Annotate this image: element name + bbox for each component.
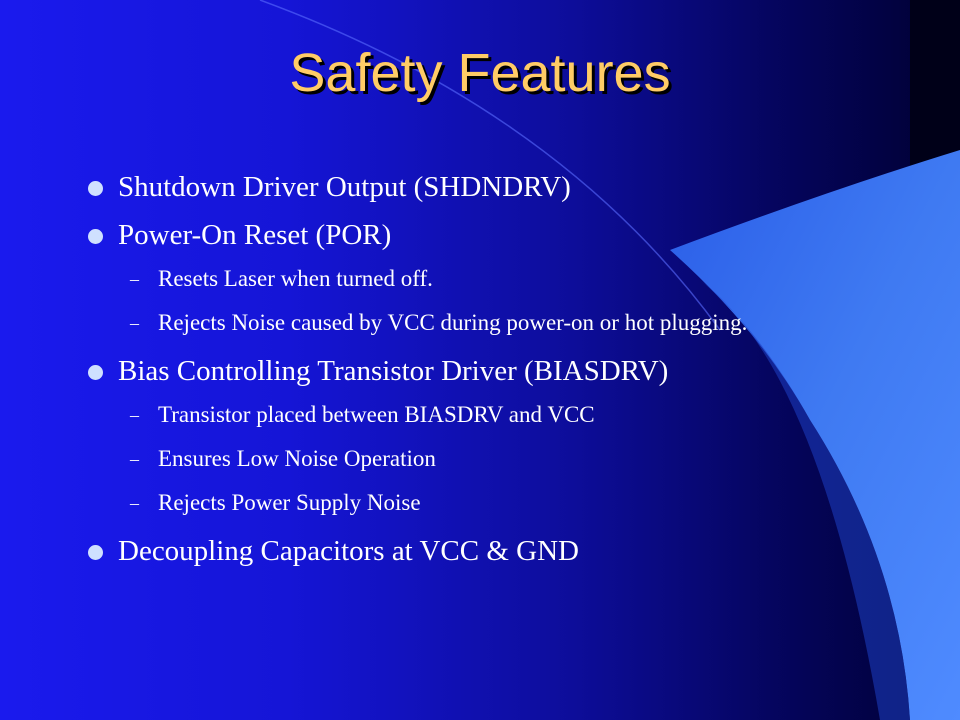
sub-bullet-item <box>88 490 868 516</box>
sub-bullet-item <box>88 266 868 292</box>
bullet-item-por <box>88 218 868 252</box>
bullet-item-shutdown <box>88 170 868 204</box>
dash-marker-icon: – <box>130 493 139 513</box>
sub-bullet-item <box>88 402 868 428</box>
bullet-dot-icon <box>88 229 103 244</box>
bullet-text: Power-On Reset (POR) <box>118 219 392 251</box>
bullet-list <box>88 170 868 582</box>
bullet-dot-icon <box>88 545 103 560</box>
sub-bullet-text: Transistor placed between BIASDRV and VCC <box>158 402 595 427</box>
sub-bullet-text: Rejects Noise caused by VCC during power-on or hot plugging. <box>158 310 748 335</box>
dash-marker-icon: – <box>130 313 139 333</box>
sub-bullet-text: Rejects Power Supply Noise <box>158 490 421 515</box>
bullet-item-decoupling <box>88 534 868 568</box>
dash-marker-icon: – <box>130 449 139 469</box>
slide-title: Safety Features <box>289 43 671 103</box>
sub-bullet-item <box>88 446 868 472</box>
bullet-item-biasdrv <box>88 354 868 388</box>
dash-marker-icon: – <box>130 269 139 289</box>
sub-bullet-text: Resets Laser when turned off. <box>158 266 433 291</box>
sub-bullet-item <box>88 310 868 336</box>
bullet-dot-icon <box>88 181 103 196</box>
bullet-text: Decoupling Capacitors at VCC & GND <box>118 535 579 567</box>
sub-bullet-text: Ensures Low Noise Operation <box>158 446 436 471</box>
dash-marker-icon: – <box>130 405 139 425</box>
bullet-dot-icon <box>88 365 103 380</box>
bullet-text: Shutdown Driver Output (SHDNDRV) <box>118 171 571 203</box>
bullet-text: Bias Controlling Transistor Driver (BIASDRV) <box>118 355 669 387</box>
